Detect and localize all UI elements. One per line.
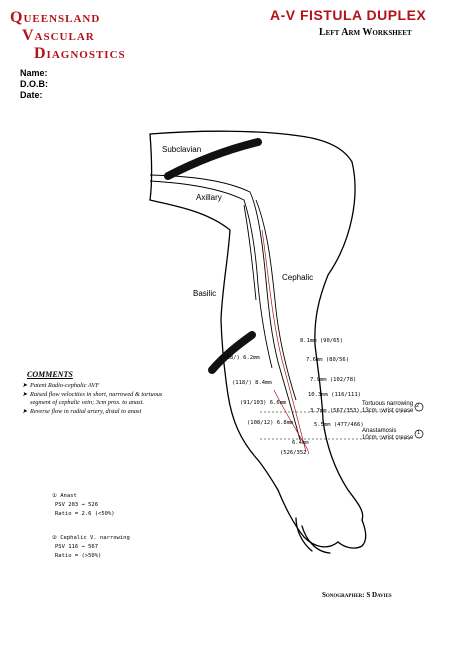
bullet-arrow-icon: ➤ <box>22 391 28 398</box>
hand-line: ② Cephalic V. narrowing <box>52 535 130 541</box>
measurement-right-3: 7.9mm (102/78) <box>310 377 357 383</box>
date-field-label: Date: <box>20 90 43 100</box>
measurement-right-4: 10.3mm (116/111) <box>308 392 361 398</box>
comment-item: ➤ Patent Radio-cephalic AVF <box>22 382 100 389</box>
narrowing-note-line1: Tortuous narrowing <box>362 401 414 407</box>
org-name-line2: Vascular <box>22 27 95 44</box>
narrowing-number: 2 <box>416 403 420 409</box>
narrowing-note-line2: 13cm ↑wrist crease <box>362 408 414 414</box>
dob-field-label: D.O.B: <box>20 79 48 89</box>
org-name-line1: Queensland <box>10 9 101 26</box>
anastomosis-number: 1 <box>417 430 421 436</box>
hand-line: ① Anast <box>52 493 77 499</box>
label-subclavian: Subclavian <box>162 145 202 154</box>
label-basilic: Basilic <box>193 289 217 298</box>
measurement-right-2: 7.6mm (80/56) <box>306 357 350 363</box>
measurement-right-8: (526/352) <box>280 450 310 456</box>
anastomosis-note-line2: 10cm ↑wrist crease <box>362 435 414 441</box>
document-title: A-V FISTULA DUPLEX <box>270 7 427 23</box>
anastomosis-note <box>362 428 413 442</box>
bullet-arrow-icon: ➤ <box>22 382 28 389</box>
measurement-left-1: (138/) 6.2mm <box>220 355 260 361</box>
measurement-right-6: 5.5mm (477/466) <box>314 422 364 428</box>
document-subtitle: Left Arm Worksheet <box>319 27 412 38</box>
measurement-left-4: (108/12) 6.8mm <box>247 420 294 426</box>
bullet-arrow-icon: ➤ <box>22 408 28 415</box>
hand-line: Ratio = (>50%) <box>55 553 102 559</box>
label-cephalic: Cephalic <box>282 273 314 282</box>
measurement-right-1: 8.1mm (90/65) <box>300 338 344 344</box>
measurement-right-7: 6.4mm <box>292 440 309 446</box>
sonographer-label: Sonographer: S Davies <box>322 591 392 599</box>
hand-line: PSV 116 → 567 <box>55 544 99 550</box>
handwritten-anast-block <box>52 493 115 517</box>
hand-line: Ratio = 2.6 (<50%) <box>55 511 115 517</box>
handwritten-cephalic-block <box>52 535 130 559</box>
narrowing-note <box>362 401 413 415</box>
label-axillary: Axillary <box>196 193 222 202</box>
comment-item: ➤ Raised flow velocities in short, narrowed & tortuous segment of cephalic vein; 3cm prox. to anast. <box>22 391 163 406</box>
measurement-left-3: (91/103) 6.6mm <box>240 400 287 406</box>
measurement-left-2: (118/) 8.4mm <box>232 380 272 386</box>
comments-list <box>22 382 177 416</box>
comments-title: COMMENTS <box>27 370 73 379</box>
measurement-right-5: 3.7mm (567/353) <box>310 408 360 414</box>
comment-item: ➤ Reverse flow in radial artery, distal to anast <box>22 408 142 415</box>
name-field-label: Name: <box>20 68 48 78</box>
hand-line: PSV 203 → 526 <box>55 502 99 508</box>
anastomosis-note-line1: Anastamosis <box>362 428 397 434</box>
org-name-line3: Diagnostics <box>34 45 126 62</box>
